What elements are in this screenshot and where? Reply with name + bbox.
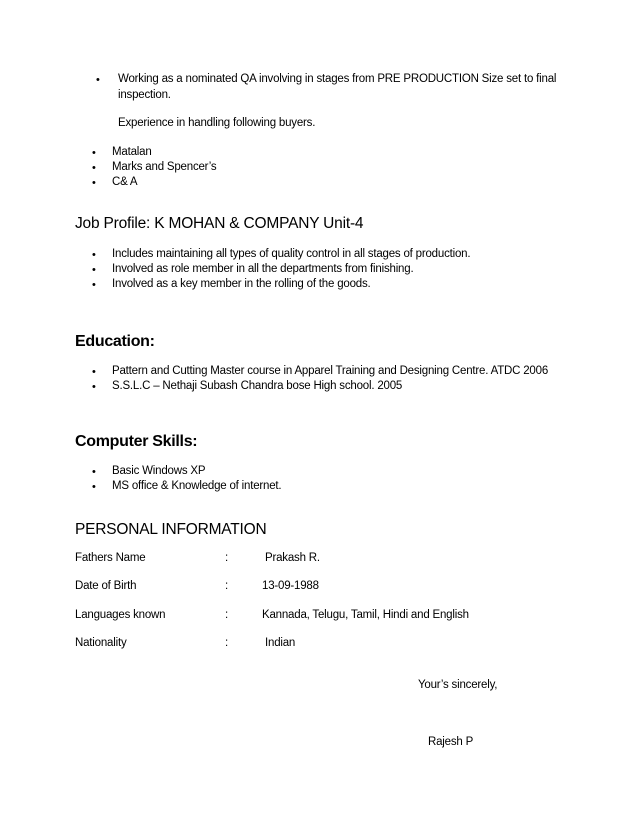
- bullet-icon: •: [92, 147, 96, 159]
- bullet-icon: •: [92, 466, 96, 478]
- personal-value: Prakash R.: [265, 552, 320, 564]
- experience-text: Experience in handling following buyers.: [118, 117, 316, 129]
- personal-info-heading: PERSONAL INFORMATION: [75, 521, 267, 538]
- personal-separator: :: [225, 552, 228, 564]
- computer-skills-heading: Computer Skills:: [75, 433, 198, 450]
- bullet-icon: •: [92, 366, 96, 378]
- personal-value: Kannada, Telugu, Tamil, Hindi and English: [262, 609, 469, 621]
- closing-regards: Your’s sincerely,: [418, 679, 498, 691]
- bullet-icon: •: [92, 249, 96, 261]
- skills-item: MS office & Knowledge of internet.: [112, 480, 282, 492]
- bullet-icon: •: [96, 74, 100, 86]
- personal-separator: :: [225, 580, 228, 592]
- personal-label: Languages known: [75, 609, 166, 621]
- bullet-icon: •: [92, 264, 96, 276]
- personal-label: Fathers Name: [75, 552, 146, 564]
- education-item: Pattern and Cutting Master course in Apparel Training and Designing Centre. ATDC 2006: [112, 365, 549, 377]
- personal-label: Nationality: [75, 637, 127, 649]
- bullet-icon: •: [92, 177, 96, 189]
- education-item: S.S.L.C – Nethaji Subash Chandra bose High school. 2005: [112, 380, 403, 392]
- skills-item: Basic Windows XP: [112, 465, 206, 477]
- personal-label: Date of Birth: [75, 580, 137, 592]
- personal-value: 13-09-1988: [262, 580, 319, 592]
- bullet-icon: •: [92, 162, 96, 174]
- job-profile-heading: Job Profile: K MOHAN & COMPANY Unit-4: [75, 215, 364, 232]
- buyer-item: Marks and Spencer’s: [112, 161, 217, 173]
- job-profile-item: Involved as a key member in the rolling of the goods.: [112, 278, 371, 290]
- personal-separator: :: [225, 609, 228, 621]
- job-profile-item: Includes maintaining all types of quality control in all stages of production.: [112, 248, 471, 260]
- personal-value: Indian: [265, 637, 296, 649]
- buyer-item: C& A: [112, 176, 138, 188]
- personal-separator: :: [225, 637, 228, 649]
- job-profile-item: Involved as role member in all the departments from finishing.: [112, 263, 414, 275]
- intro-text-line1: Working as a nominated QA involving in stages from PRE PRODUCTION Size set to final: [118, 73, 557, 85]
- bullet-icon: •: [92, 381, 96, 393]
- bullet-icon: •: [92, 481, 96, 493]
- signature-name: Rajesh P: [428, 736, 474, 748]
- intro-text-line2: inspection.: [118, 89, 171, 101]
- bullet-icon: •: [92, 279, 96, 291]
- buyer-item: Matalan: [112, 146, 152, 158]
- education-heading: Education:: [75, 333, 155, 350]
